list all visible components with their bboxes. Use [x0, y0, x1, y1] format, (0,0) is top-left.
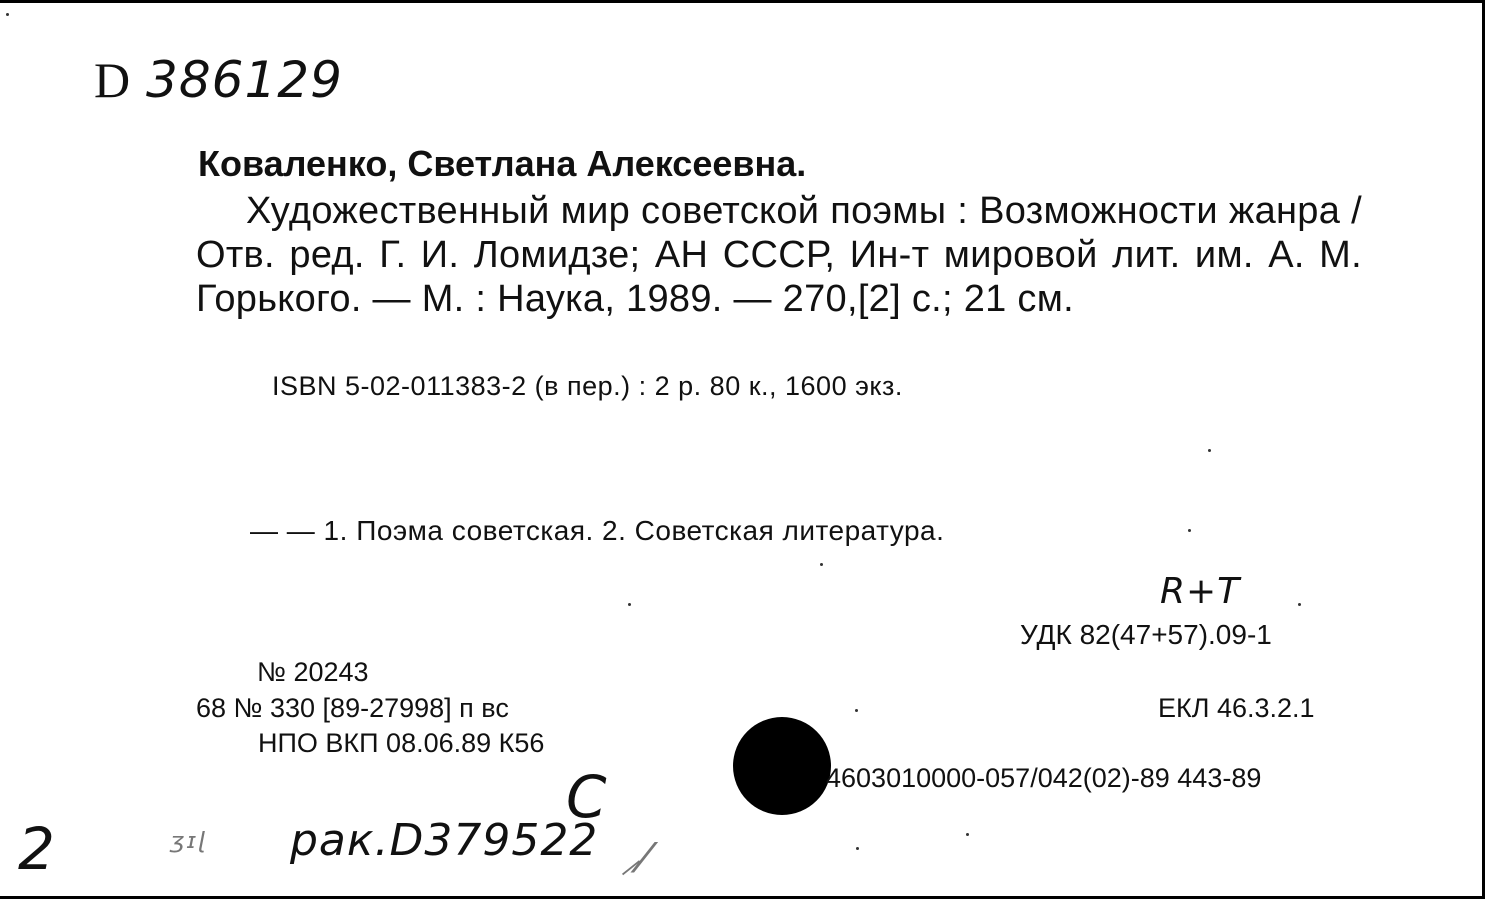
- handwritten-class-letter: C: [566, 763, 608, 831]
- description-text: Художественный мир советской поэмы : Возможности жанра / Отв. ред. Г. И. Ломидзе; АН СССР, Ин-т мировой лит. им. А. М. Горького. — М. : Наука, 1989. — 270,[2] с.; 21 см.: [196, 190, 1362, 320]
- isbn-line: ISBN 5-02-011383-2 (в пер.) : 2 р. 80 к., 1600 экз.: [272, 371, 903, 401]
- speck: [1298, 603, 1301, 606]
- speck: [628, 603, 631, 606]
- shelfmark: [94, 51, 343, 109]
- npo-line: НПО ВКП 08.06.89 К56: [258, 728, 545, 758]
- faded-mark-right: ⸝⁄: [620, 836, 649, 882]
- subject-headings: — — 1. Поэма советская. 2. Советская литература.: [250, 515, 945, 546]
- speck: [820, 563, 823, 566]
- speck: [856, 847, 859, 850]
- handwritten-copy-number: 2: [18, 815, 56, 883]
- speck: [6, 13, 9, 16]
- udk-code: УДК 82(47+57).09-1: [1020, 619, 1272, 650]
- ekl-code: ЕКЛ 46.3.2.1: [1158, 693, 1315, 723]
- author-heading: Коваленко, Светлана Алексеевна.: [198, 143, 807, 184]
- bibliographic-description: [196, 189, 1362, 321]
- punch-hole: [733, 717, 831, 815]
- handwritten-rt-note: R+T: [1160, 571, 1241, 612]
- shelfmark-number: 386129: [146, 51, 343, 109]
- speck: [966, 833, 969, 836]
- speck: [1208, 449, 1211, 452]
- card-number: № 20243: [257, 657, 369, 687]
- catalog-code: 4603010000-057/042(02)-89 443-89: [826, 763, 1262, 793]
- order-line: 68 № 330 [89-27998] п вс: [196, 693, 509, 723]
- shelfmark-prefix: D: [94, 52, 131, 108]
- speck: [855, 709, 858, 712]
- handwritten-accession-number: рак.D379522: [290, 815, 599, 866]
- faded-mark-left: ᶾᶦᶩ: [170, 825, 210, 871]
- speck: [1188, 529, 1191, 532]
